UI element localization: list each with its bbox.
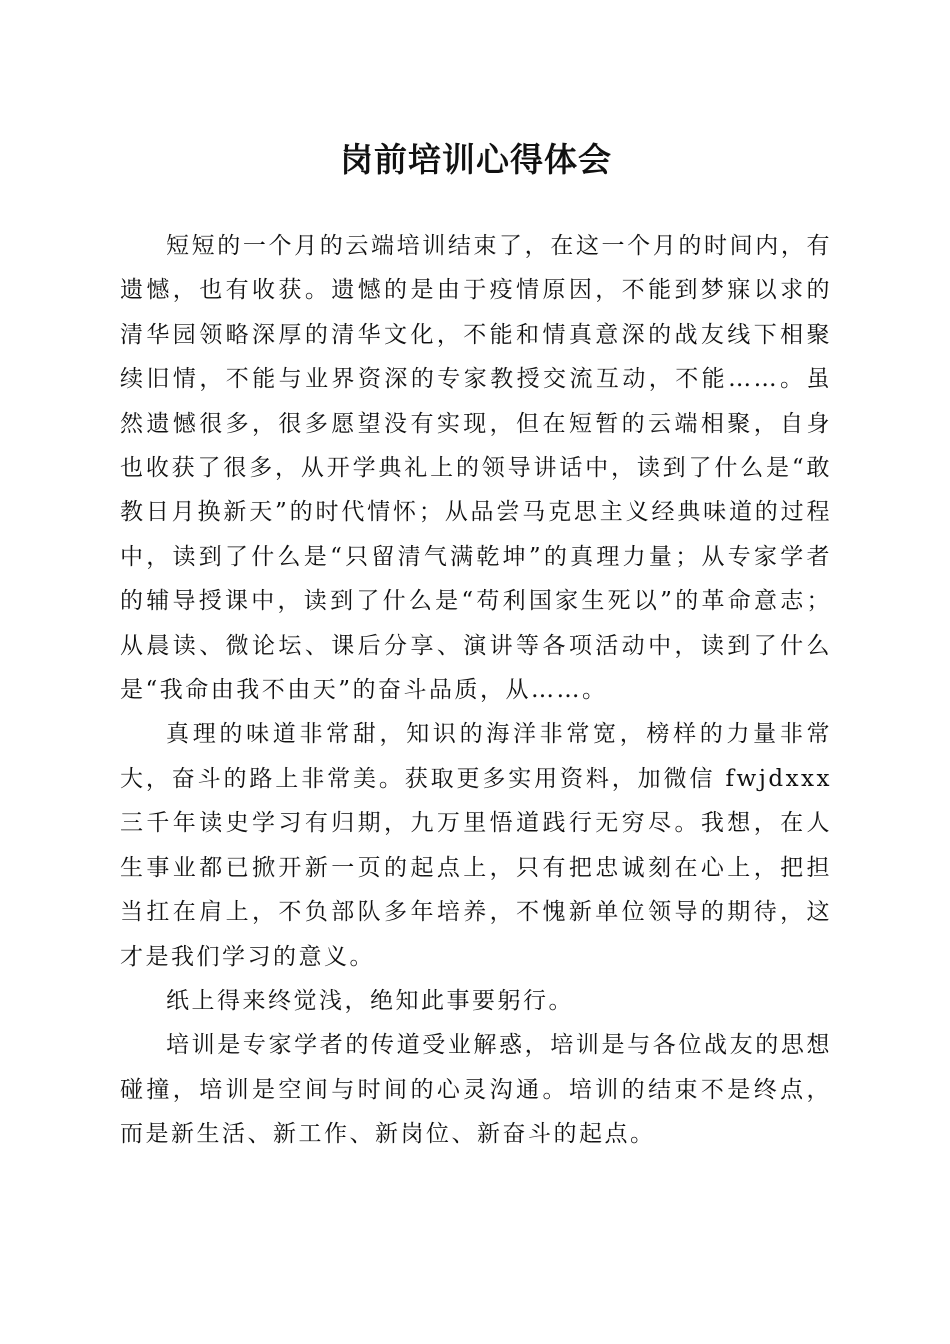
paragraph-2: 真理的味道非常甜，知识的海洋非常宽，榜样的力量非常大，奋斗的路上非常美。获取更多实用资料，加微信 fwjdxxx 三千年读史学习有归期，九万里悟道践行无穷尽。我想，在人生事业都已掀开新一页的起点上，只有把忠诚刻在心上，把担当扛在肩上，不负部队多年培养，不愧新单位领导的期待，这才是我们学习的意义。 (120, 721, 832, 970)
document-title: 岗前培训心得体会 (340, 140, 612, 179)
paragraph-3: 纸上得来终觉浅，绝知此事要躬行。 (166, 987, 574, 1014)
paragraph-4: 培训是专家学者的传道受业解惑，培训是与各位战友的思想碰撞，培训是空间与时间的心灵沟通。培训的结束不是终点，而是新生活、新工作、新岗位、新奋斗的起点。 (120, 1032, 832, 1148)
paragraph-1: 短短的一个月的云端培训结束了，在这一个月的时间内，有遗憾，也有收获。遗憾的是由于疫情原因，不能到梦寐以求的清华园领略深厚的清华文化，不能和情真意深的战友线下相聚续旧情，不能与业界资深的专家教授交流互动，不能……。虽然遗憾很多，很多愿望没有实现，但在短暂的云端相聚，自身也收获了很多，从开学典礼上的领导讲话中，读到了什么是“敢教日月换新天”的时代情怀；从品尝马克思主义经典味道的过程中，读到了什么是“只留清气满乾坤”的真理力量；从专家学者的辅导授课中，读到了什么是“苟利国家生死以”的革命意志；从晨读、微论坛、课后分享、演讲等各项活动中，读到了什么是“我命由我不由天”的奋斗品质，从……。 (120, 233, 832, 704)
document-body (120, 224, 832, 1157)
